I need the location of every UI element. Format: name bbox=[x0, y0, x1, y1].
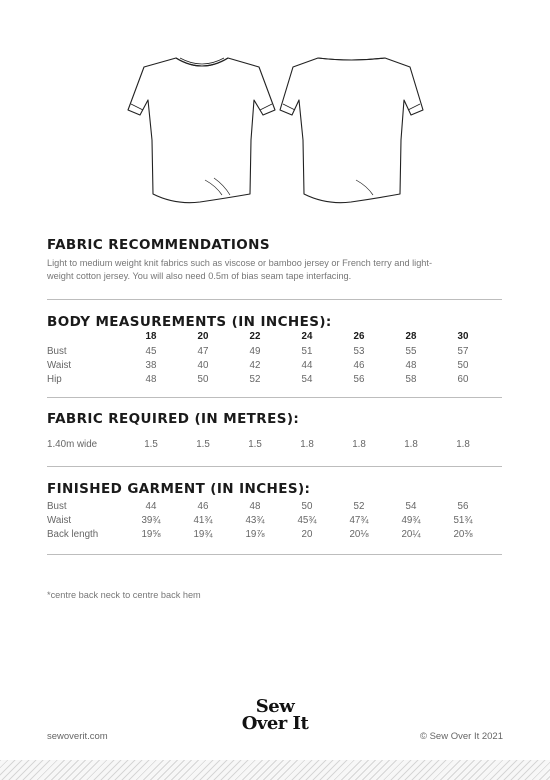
table-cell: 38 bbox=[145, 360, 157, 371]
table-cell: 19⅞ bbox=[245, 529, 265, 540]
row-label: 1.40m wide bbox=[47, 439, 98, 450]
fabric-recommendations-title: FABRIC RECOMMENDATIONS bbox=[47, 237, 270, 253]
table-cell: 46 bbox=[197, 501, 209, 512]
table-cell: 39¾ bbox=[141, 515, 161, 526]
row-label: Hip bbox=[47, 374, 62, 385]
table-cell: 1.8 bbox=[404, 439, 418, 450]
table-cell: 20⅜ bbox=[453, 529, 473, 540]
table-cell: 50 bbox=[457, 360, 469, 371]
fabric-required-title: FABRIC REQUIRED (IN METRES): bbox=[47, 411, 300, 427]
table-cell: 45 bbox=[145, 346, 157, 357]
table-row bbox=[47, 515, 507, 527]
table-cell: 49 bbox=[249, 346, 261, 357]
table-cell: 48 bbox=[249, 501, 261, 512]
row-label: Back length bbox=[47, 529, 99, 540]
table-cell: 44 bbox=[145, 501, 157, 512]
row-label: Waist bbox=[47, 515, 72, 526]
logo-line-1: Sew bbox=[255, 696, 295, 717]
table-cell: 55 bbox=[405, 346, 417, 357]
table-cell: 20⅛ bbox=[349, 529, 369, 540]
size-header: 20 bbox=[197, 331, 209, 342]
table-cell: 43¾ bbox=[245, 515, 265, 526]
table-cell: 1.5 bbox=[248, 439, 262, 450]
decorative-stripe-band bbox=[0, 760, 550, 780]
brand-logo bbox=[235, 698, 315, 732]
table-cell: 49¾ bbox=[401, 515, 421, 526]
size-header: 22 bbox=[249, 331, 261, 342]
table-cell: 48 bbox=[405, 360, 417, 371]
table-row bbox=[47, 374, 507, 386]
table-cell: 48 bbox=[145, 374, 157, 385]
table-row bbox=[47, 360, 507, 372]
size-header: 28 bbox=[405, 331, 417, 342]
fabric-recommendations-text bbox=[47, 257, 507, 283]
table-cell: 45¾ bbox=[297, 515, 317, 526]
table-cell: 52 bbox=[353, 501, 365, 512]
table-cell: 56 bbox=[457, 501, 469, 512]
size-header: 24 bbox=[301, 331, 313, 342]
table-cell: 1.5 bbox=[196, 439, 210, 450]
table-cell: 50 bbox=[197, 374, 209, 385]
section-divider bbox=[47, 299, 502, 300]
table-cell: 1.5 bbox=[144, 439, 158, 450]
table-cell: 60 bbox=[457, 374, 469, 385]
table-row bbox=[47, 501, 507, 513]
logo-line-2: Over It bbox=[241, 713, 309, 734]
row-label: Waist bbox=[47, 360, 72, 371]
table-row bbox=[47, 439, 507, 451]
table-cell: 19⅝ bbox=[141, 529, 161, 540]
table-row bbox=[47, 346, 507, 358]
table-row bbox=[47, 529, 507, 541]
table-cell: 1.8 bbox=[456, 439, 470, 450]
table-cell: 58 bbox=[405, 374, 417, 385]
table-cell: 47 bbox=[197, 346, 209, 357]
body-measurements-title: BODY MEASUREMENTS (IN INCHES): bbox=[47, 314, 332, 330]
table-cell: 19¾ bbox=[193, 529, 213, 540]
copyright-text: © Sew Over It 2021 bbox=[419, 731, 503, 742]
table-cell: 51 bbox=[301, 346, 313, 357]
table-cell: 57 bbox=[457, 346, 469, 357]
table-cell: 53 bbox=[353, 346, 365, 357]
table-cell: 1.8 bbox=[300, 439, 314, 450]
row-label: Bust bbox=[47, 346, 67, 357]
footnote: *centre back neck to centre back hem bbox=[47, 590, 201, 600]
table-cell: 54 bbox=[301, 374, 313, 385]
table-cell: 56 bbox=[353, 374, 365, 385]
back-view-illustration bbox=[280, 58, 423, 203]
table-cell: 44 bbox=[301, 360, 313, 371]
table-cell: 40 bbox=[197, 360, 209, 371]
fabric-text-line-2: weight cotton jersey. You will also need 0.5m of bias seam tape interfacing. bbox=[47, 271, 352, 281]
table-cell: 20 bbox=[301, 529, 313, 540]
table-cell: 51¾ bbox=[453, 515, 473, 526]
table-cell: 50 bbox=[301, 501, 313, 512]
front-view-illustration bbox=[128, 58, 275, 203]
table-cell: 20¼ bbox=[401, 529, 421, 540]
garment-illustrations bbox=[0, 52, 550, 212]
table-cell: 1.8 bbox=[352, 439, 366, 450]
size-header-row bbox=[47, 331, 507, 343]
section-divider bbox=[47, 466, 502, 467]
row-label: Bust bbox=[47, 501, 67, 512]
table-cell: 52 bbox=[249, 374, 261, 385]
table-cell: 47¾ bbox=[349, 515, 369, 526]
table-cell: 54 bbox=[405, 501, 417, 512]
table-cell: 46 bbox=[353, 360, 365, 371]
fabric-text-line-1: Light to medium weight knit fabrics such as viscose or bamboo jersey or French terry and light- bbox=[47, 258, 433, 268]
finished-garment-title: FINISHED GARMENT (IN INCHES): bbox=[47, 481, 311, 497]
size-header: 30 bbox=[457, 331, 469, 342]
table-cell: 42 bbox=[249, 360, 261, 371]
section-divider bbox=[47, 554, 502, 555]
size-header: 18 bbox=[145, 331, 157, 342]
table-cell: 41¾ bbox=[193, 515, 213, 526]
section-divider bbox=[47, 397, 502, 398]
size-header: 26 bbox=[353, 331, 365, 342]
website-link[interactable]: sewoverit.com bbox=[47, 731, 108, 742]
